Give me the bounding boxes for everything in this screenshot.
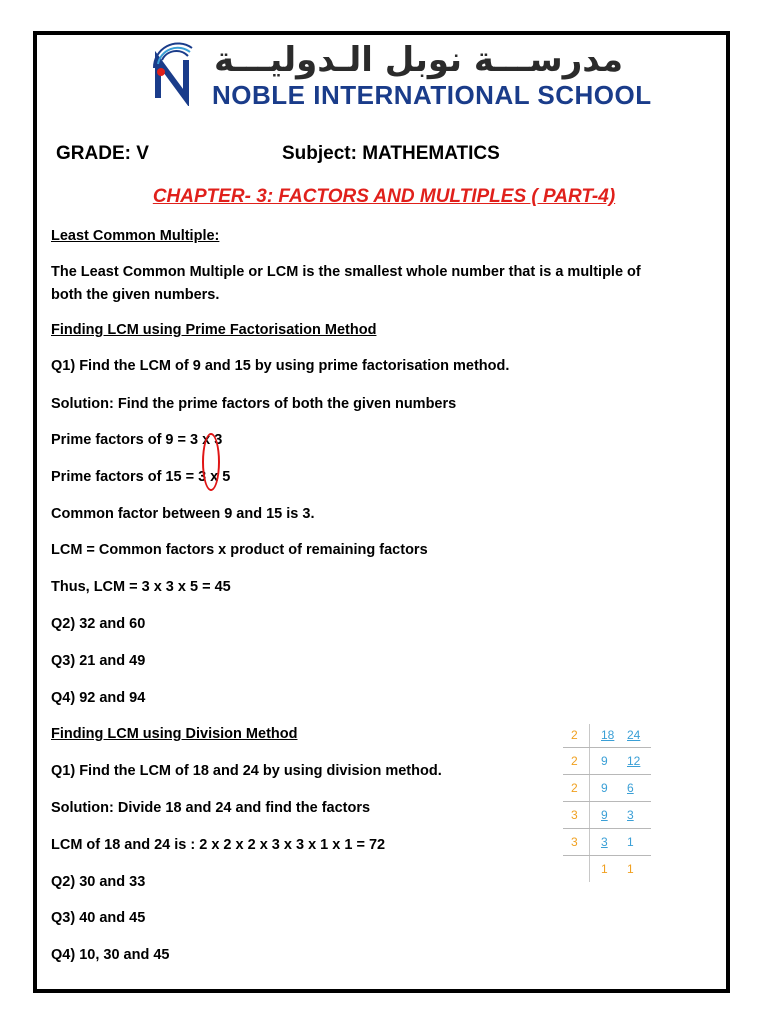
division-ladder xyxy=(563,724,653,884)
division-question-3: Q3) 40 and 45 xyxy=(51,910,146,926)
school-name-arabic: مدرســـة نوبل الـدوليـــة xyxy=(214,40,623,80)
division-result: LCM of 18 and 24 is : 2 x 2 x 2 x 3 x 3 x 1 x 1 = 72 xyxy=(51,837,386,853)
lcm-result: Thus, LCM = 3 x 3 x 5 = 45 xyxy=(51,579,231,595)
division-method-heading: Finding LCM using Division Method xyxy=(51,726,298,742)
ladder-divisor: 2 xyxy=(571,728,578,742)
common-factor-statement: Common factor between 9 and 15 is 3. xyxy=(51,506,315,522)
ladder-row-2 xyxy=(563,754,651,780)
division-question-2: Q2) 30 and 33 xyxy=(51,874,146,890)
ladder-divider xyxy=(563,747,651,748)
division-solution: Solution: Divide 18 and 24 and find the factors xyxy=(51,800,371,816)
prime-question-4: Q4) 92 and 94 xyxy=(51,690,146,706)
ladder-value: 9 xyxy=(601,808,608,822)
ladder-value: 9 xyxy=(601,781,608,795)
prime-question-1: Q1) Find the LCM of 9 and 15 by using prime factorisation method. xyxy=(51,358,510,374)
ladder-row-3 xyxy=(563,781,651,807)
ladder-value: 24 xyxy=(627,728,641,742)
ladder-divider xyxy=(563,801,651,802)
ladder-row-6 xyxy=(563,862,651,888)
ladder-value: 1 xyxy=(627,862,634,876)
ladder-value: 1 xyxy=(601,862,608,876)
prime-question-3: Q3) 21 and 49 xyxy=(51,653,146,669)
lcm-definition-line-2: both the given numbers. xyxy=(51,287,220,303)
ladder-divider xyxy=(563,828,651,829)
ladder-value: 3 xyxy=(627,808,634,822)
division-question-4: Q4) 10, 30 and 45 xyxy=(51,947,170,963)
school-name-english: NOBLE INTERNATIONAL SCHOOL xyxy=(212,80,652,110)
ladder-divisor: 2 xyxy=(571,781,578,795)
ladder-divisor: 3 xyxy=(571,808,578,822)
ladder-value: 18 xyxy=(601,728,615,742)
lcm-heading: Least Common Multiple: xyxy=(51,228,220,244)
prime-question-2: Q2) 32 and 60 xyxy=(51,616,146,632)
ladder-value: 1 xyxy=(627,835,634,849)
prime-factors-15: Prime factors of 15 = 3 x 5 xyxy=(51,469,231,485)
subject-label: Subject: MATHEMATICS xyxy=(282,143,500,164)
school-logo xyxy=(148,38,208,106)
ladder-divider xyxy=(563,855,651,856)
ladder-value: 6 xyxy=(627,781,634,795)
ladder-row-4 xyxy=(563,808,651,834)
prime-solution: Solution: Find the prime factors of both the given numbers xyxy=(51,396,457,412)
prime-method-heading: Finding LCM using Prime Factorisation Method xyxy=(51,322,377,338)
lcm-definition-line-1: The Least Common Multiple or LCM is the smallest whole number that is a multiple of xyxy=(51,264,641,280)
ladder-value: 3 xyxy=(601,835,608,849)
chapter-title: CHAPTER- 3: FACTORS AND MULTIPLES ( PART-4) xyxy=(152,186,616,207)
ladder-divider xyxy=(563,774,651,775)
division-question-1: Q1) Find the LCM of 18 and 24 by using division method. xyxy=(51,763,442,779)
lcm-formula: LCM = Common factors x product of remaining factors xyxy=(51,542,428,558)
ladder-divisor: 2 xyxy=(571,754,578,768)
ladder-value: 12 xyxy=(627,754,641,768)
prime-factors-9: Prime factors of 9 = 3 x 3 xyxy=(51,432,223,448)
ladder-row-1 xyxy=(563,728,651,754)
grade-label: GRADE: V xyxy=(56,143,149,164)
ladder-value: 9 xyxy=(601,754,608,768)
ladder-row-5 xyxy=(563,835,651,861)
common-factor-highlight xyxy=(202,433,220,491)
ladder-divisor: 3 xyxy=(571,835,578,849)
